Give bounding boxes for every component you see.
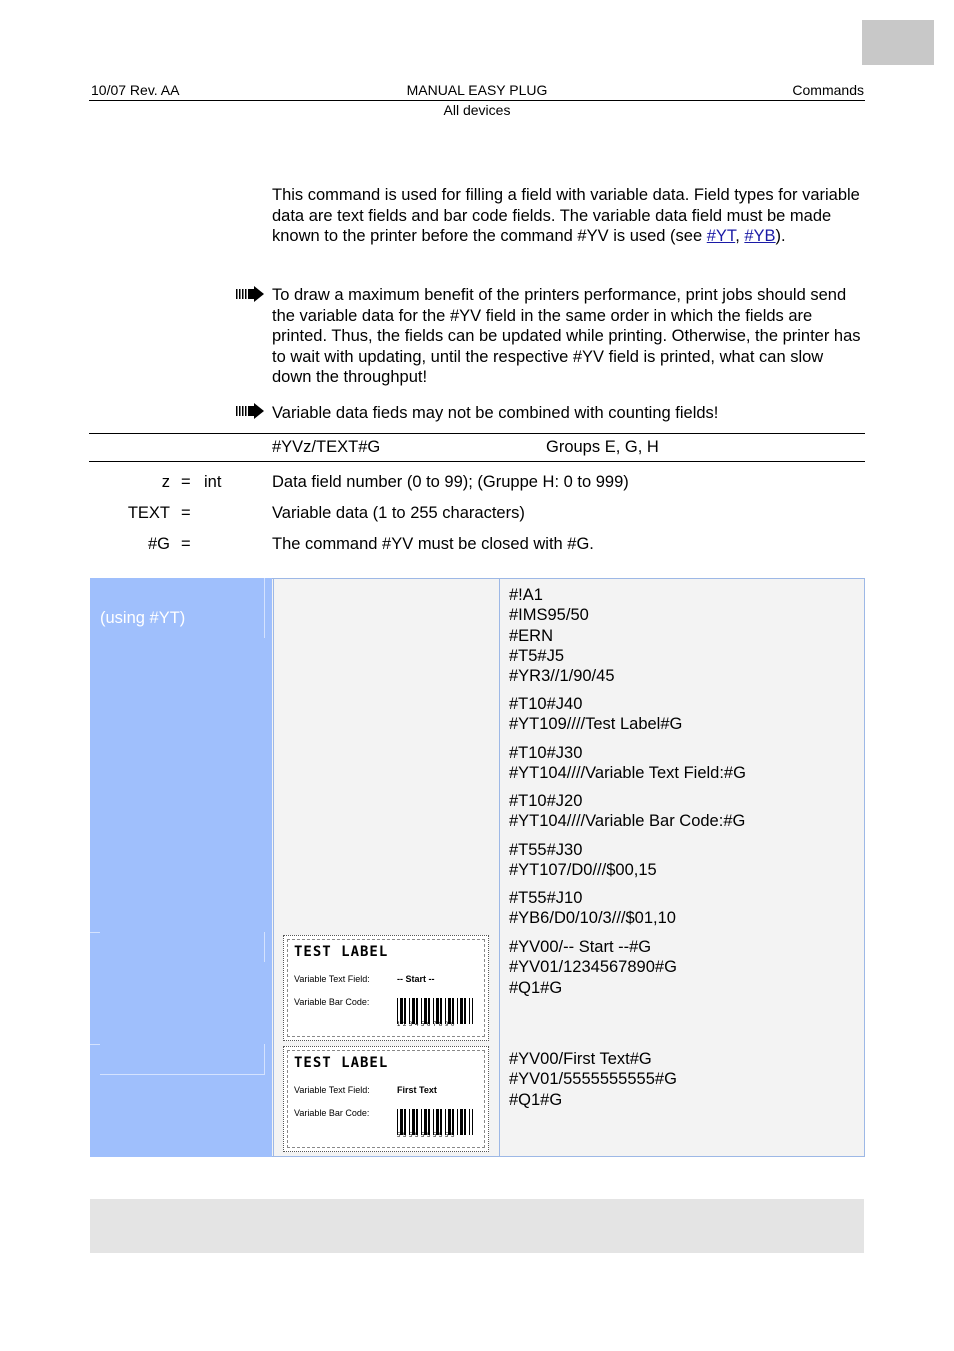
param-g-name: #G: [147, 535, 170, 553]
code-line: #YT104////Variable Bar Code:#G: [509, 812, 746, 831]
side-divider: [90, 932, 100, 933]
label-variable-text: First Text: [397, 1085, 437, 1095]
label-preview-2: [283, 1046, 489, 1152]
code-line: #YB6/D0/10/3///$01,10: [509, 909, 676, 928]
label-row-barcode: Variable Bar Code:: [294, 997, 370, 1007]
side-divider: [90, 1044, 100, 1045]
code-line: #ERN: [509, 626, 554, 645]
intro-paragraph: [272, 185, 862, 247]
code-line: #YV01/1234567890#G: [509, 958, 677, 977]
footer-band: [90, 1199, 864, 1253]
side-divider: [264, 932, 265, 962]
code-line: #YR3//1/90/45: [509, 667, 615, 686]
link-yb[interactable]: #YB: [744, 227, 776, 245]
side-divider: [100, 1074, 265, 1075]
code-line: #YT109////Test Label#G: [509, 715, 683, 734]
intro-separator: ,: [735, 227, 745, 245]
code-line: #T10#J40: [509, 695, 583, 713]
code-line: #Q1#G: [509, 978, 563, 997]
header-section: Commands: [792, 82, 864, 98]
code-line: #YT107/D0///$00,15: [509, 861, 657, 880]
param-z-name: z: [161, 473, 170, 491]
code-line: #T10#J20: [509, 792, 583, 810]
code-block-setup: [509, 585, 859, 686]
barcode-digits: 5 5 5 5 5 5 5 5 5 5: [397, 1133, 455, 1139]
code-block-barcode-label: [509, 791, 859, 832]
param-g-eq: =: [181, 535, 191, 553]
intro-text-end: ).: [775, 227, 786, 245]
label-row-text: Variable Text Field:: [294, 1085, 370, 1095]
code-block-first-label: [509, 937, 859, 998]
code-line: #YV01/5555555555#G: [509, 1070, 677, 1089]
param-g-desc: The command #YV must be closed with #G.: [272, 535, 594, 553]
code-line: #YT104////Variable Text Field:#G: [509, 764, 746, 783]
param-text-name: TEXT: [127, 504, 170, 522]
label-row-barcode: Variable Bar Code:: [294, 1108, 370, 1118]
example-side-panel: [90, 578, 272, 1157]
label-title: TEST LABEL: [294, 944, 389, 960]
code-line: #!A1: [509, 586, 543, 604]
label-title: TEST LABEL: [294, 1055, 389, 1071]
code-line: #Q1#G: [509, 1090, 563, 1109]
code-block-text-label: [509, 743, 859, 784]
page-corner-tab: [862, 20, 934, 65]
syntax-top-rule: [89, 433, 865, 434]
param-z-eq: =: [181, 473, 191, 491]
arrow-right-icon: [236, 403, 266, 419]
syntax-command: #YVz/TEXT#G: [272, 438, 381, 456]
code-line: #IMS95/50: [509, 606, 589, 625]
header-divider: [89, 100, 865, 101]
header-revision: 10/07 Rev. AA: [91, 82, 180, 98]
code-block-title: [509, 694, 859, 735]
label-variable-text: -- Start --: [397, 974, 435, 984]
param-text-desc: Variable data (1 to 255 characters): [272, 504, 525, 522]
code-block-barcode-field: [509, 888, 859, 929]
side-divider: [264, 1044, 265, 1074]
code-block-text-field: [509, 840, 859, 881]
syntax-groups: Groups E, G, H: [546, 438, 659, 456]
label-preview-1: [283, 935, 489, 1041]
barcode-digits: 1 2 3 4 5 6 7 8 9 0: [397, 1022, 455, 1028]
arrow-right-icon: [236, 286, 266, 302]
code-line: #T55#J10: [509, 889, 583, 907]
param-z-type: int: [204, 473, 222, 491]
syntax-bottom-rule: [89, 461, 865, 462]
code-line: #YV00/First Text#G: [509, 1050, 652, 1068]
param-z-desc: Data field number (0 to 99); (Gruppe H: 0 to 999): [272, 473, 629, 491]
param-text-eq: =: [181, 504, 191, 522]
header-devices: All devices: [443, 102, 511, 118]
side-divider: [264, 578, 265, 638]
example-side-label: (using #YT): [100, 609, 186, 627]
intro-text: This command is used for filling a field with variable data. Field types for variable data are text fields and bar code fields. The variable data field must be made known to the printer before the command #YV is used (see: [272, 186, 860, 245]
code-line: #T55#J30: [509, 841, 583, 859]
code-line: #YV00/-- Start --#G: [509, 938, 652, 956]
code-block-second-label: [509, 1049, 859, 1110]
header-manual-title: MANUAL EASY PLUG: [406, 82, 548, 98]
link-yt[interactable]: #YT: [706, 227, 736, 245]
label-row-text: Variable Text Field:: [294, 974, 370, 984]
note-counting-fields: Variable data fieds may not be combined with counting fields!: [272, 404, 719, 422]
code-line: #T10#J30: [509, 744, 583, 762]
code-line: #T5#J5: [509, 646, 565, 665]
note-performance: To draw a maximum benefit of the printers performance, print jobs should send the variable data for the #YV field in the same order in which the fields are printed. Thus, the fields can be updated while printing. Otherwise, the printer has to wait with updating, until the respective #YV field is printed, what can slow down the throughput!: [272, 286, 861, 386]
